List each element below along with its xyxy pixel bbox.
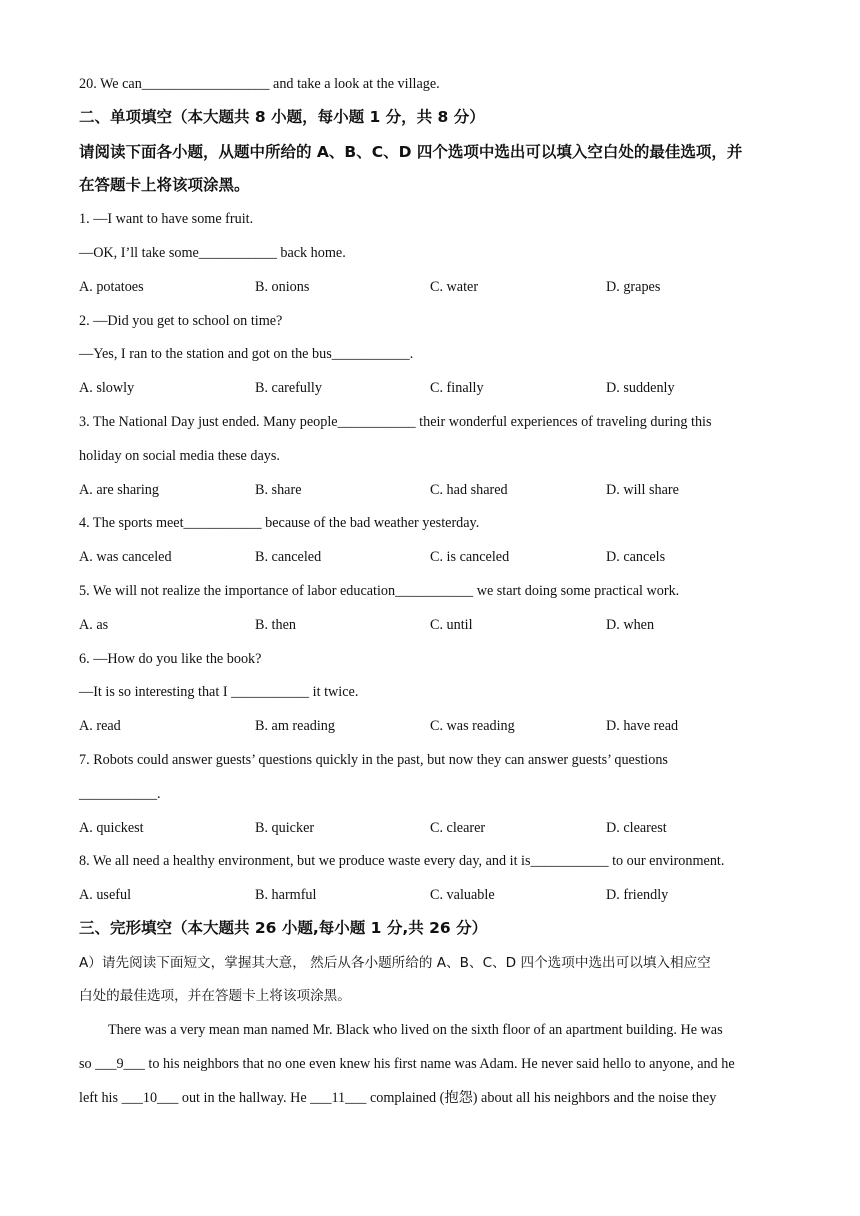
section-2-title: 二、单项填空（本大题共 8 小题，每小题 1 分，共 8 分） [79, 108, 485, 126]
section-3-instruction-line-1: A）请先阅读下面短文，掌握其大意， 然后从各小题所给的 A、B、C、D 四个选项中选出可以填入相应空 [79, 955, 711, 971]
q3-option-b: B. share [255, 482, 302, 498]
q3-option-d: D. will share [606, 482, 679, 498]
section-2-instruction-line-2: 在答题卡上将该项涂黑。 [79, 176, 250, 194]
q7-option-d: D. clearest [606, 820, 667, 836]
q4-option-c: C. is canceled [430, 549, 510, 565]
question-7-line-1: 7. Robots could answer guests’ questions quickly in the past, but now they can answer guests’ questions [79, 752, 668, 768]
section-3-title: 三、完形填空（本大题共 26 小题,每小题 1 分,共 26 分） [79, 919, 488, 937]
passage-text: so [79, 1056, 96, 1072]
q3-option-a: A. are sharing [79, 482, 159, 498]
q4-option-d: D. cancels [606, 549, 666, 565]
question-4: 4. The sports meet___________ because of the bad weather yesterday. [79, 515, 480, 531]
q5-option-a: A. as [79, 617, 109, 633]
q1-option-c: C. water [430, 279, 479, 295]
section-2-instruction-line-1: 请阅读下面各小题，从题中所给的 A、B、C、D 四个选项中选出可以填入空白处的最佳选项，并 [79, 143, 743, 161]
q1-option-b: B. onions [255, 279, 310, 295]
q2-option-c: C. finally [430, 380, 484, 396]
q7-option-b: B. quicker [255, 820, 315, 836]
q2-option-d: D. suddenly [606, 380, 675, 396]
question-6-line-2: —It is so interesting that I ___________ it twice. [79, 684, 359, 700]
q6-option-c: C. was reading [430, 718, 515, 734]
q6-option-b: B. am reading [255, 718, 335, 734]
question-2-line-2: —Yes, I ran to the station and got on the bus___________. [79, 346, 414, 362]
q6-option-d: D. have read [606, 718, 679, 734]
q8-option-b: B. harmful [255, 887, 317, 903]
blank-9: ___9___ [95, 1056, 145, 1072]
q8-option-d: D. friendly [606, 887, 669, 903]
question-1-line-2: —OK, I’ll take some___________ back home. [79, 245, 346, 261]
q5-option-d: D. when [606, 617, 655, 633]
q6-option-a: A. read [79, 718, 121, 734]
q7-option-c: C. clearer [430, 820, 486, 836]
section-3-instruction-line-2: 白处的最佳选项，并在答题卡上将该项涂黑。 [79, 988, 351, 1004]
question-1-line-1: 1. —I want to have some fruit. [79, 211, 254, 227]
q1-option-d: D. grapes [606, 279, 661, 295]
q5-option-b: B. then [255, 617, 296, 633]
q5-option-c: C. until [430, 617, 473, 633]
passage-line-3 [79, 1088, 716, 1108]
question-6-line-1: 6. —How do you like the book? [79, 651, 262, 667]
question-3-line-1: 3. The National Day just ended. Many people___________ their wonderful experiences of traveling during this [79, 414, 712, 430]
q8-option-a: A. useful [79, 887, 132, 903]
passage-text: left his [79, 1090, 122, 1106]
q7-option-a: A. quickest [79, 820, 144, 836]
q4-option-a: A. was canceled [79, 549, 172, 565]
q4-option-b: B. canceled [255, 549, 322, 565]
passage-line-2 [79, 1054, 735, 1074]
q8-option-c: C. valuable [430, 887, 495, 903]
q1-option-a: A. potatoes [79, 279, 144, 295]
q3-option-c: C. had shared [430, 482, 508, 498]
passage-text: complained (抱怨) about all his neighbors and the noise they [366, 1090, 717, 1106]
question-3-line-2: holiday on social media these days. [79, 448, 280, 464]
q2-option-a: A. slowly [79, 380, 135, 396]
blank-10: ___10___ [121, 1090, 179, 1106]
question-2-line-1: 2. —Did you get to school on time? [79, 313, 283, 329]
question-5: 5. We will not realize the importance of labor education___________ we start doing some practical work. [79, 583, 680, 599]
question-20: 20. We can__________________ and take a look at the village. [79, 76, 440, 92]
blank-11: ___11___ [310, 1090, 367, 1106]
passage-line-1: There was a very mean man named Mr. Black who lived on the sixth floor of an apartment building. He was [108, 1022, 723, 1038]
passage-text: to his neighbors that no one even knew his first name was Adam. He never said hello to anyone, and he [144, 1056, 735, 1072]
passage-text: out in the hallway. He [178, 1090, 311, 1106]
question-7-line-2: ___________. [79, 786, 161, 802]
question-8: 8. We all need a healthy environment, but we produce waste every day, and it is___________ to our environment. [79, 853, 725, 869]
q2-option-b: B. carefully [255, 380, 322, 396]
